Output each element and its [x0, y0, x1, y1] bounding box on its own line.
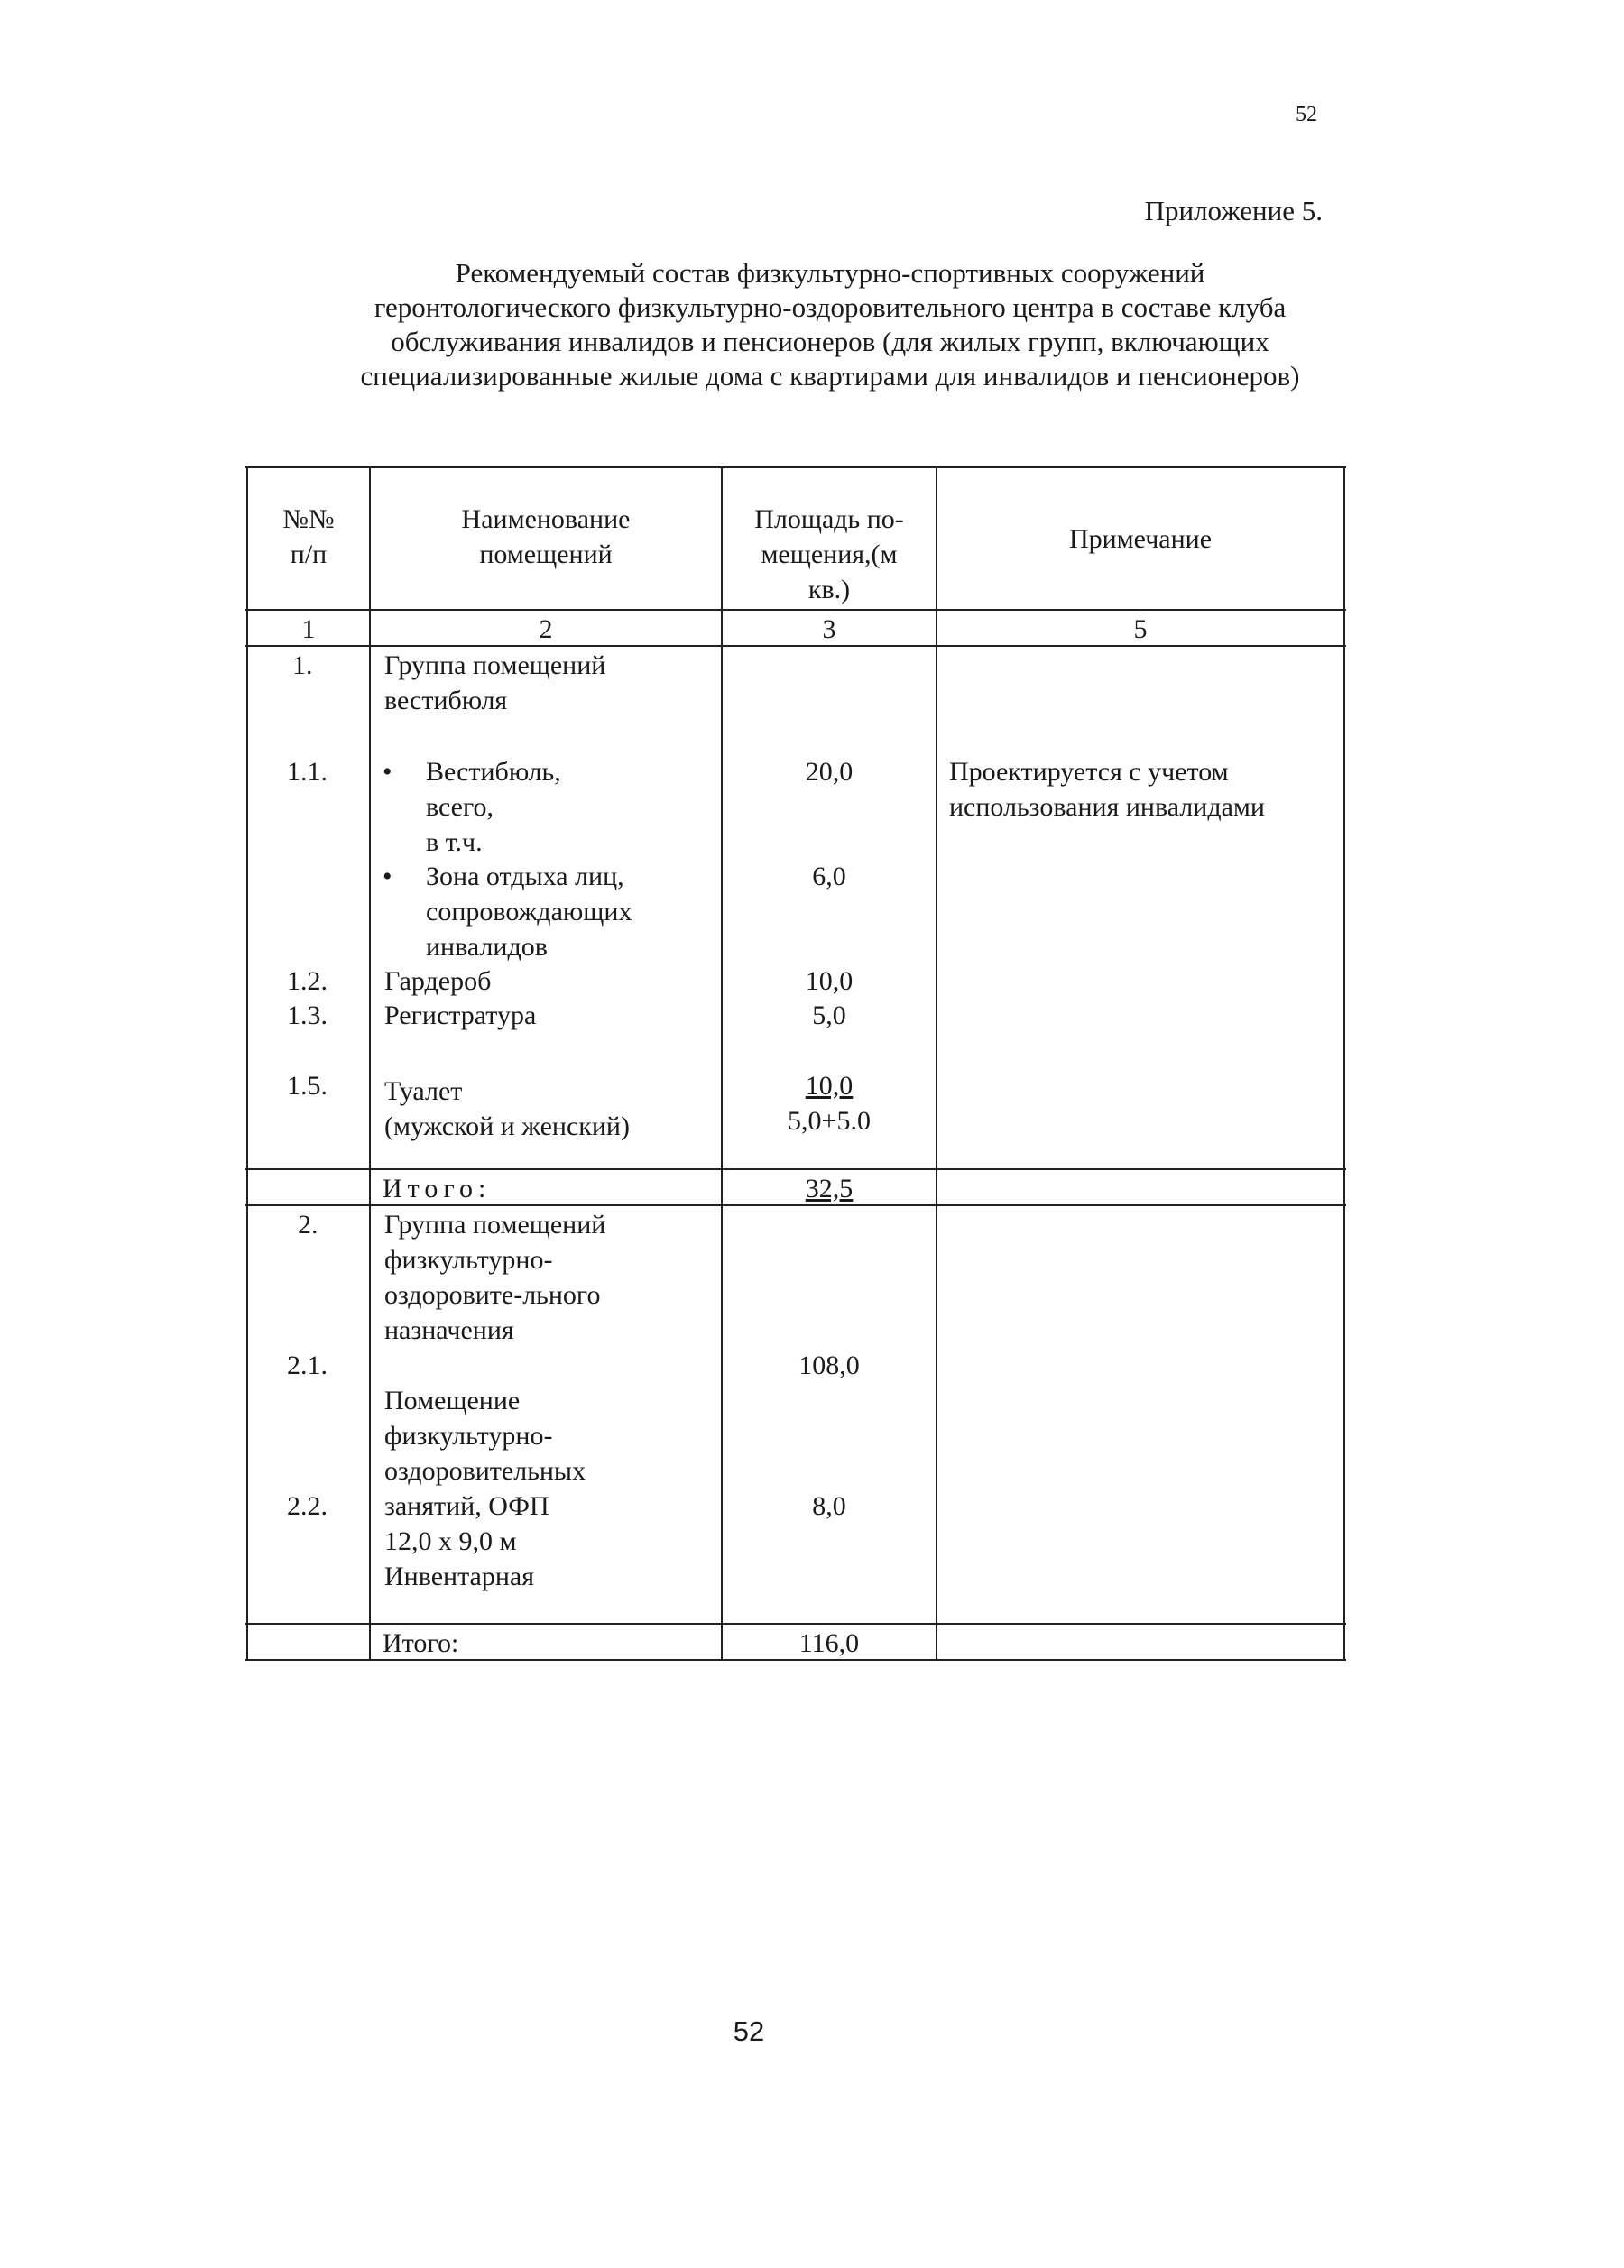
document-title — [271, 256, 1389, 393]
group-2-num: 2. — [298, 1210, 318, 1240]
row-1-5-name: Туалет (мужской и женский) — [384, 1076, 630, 1141]
group-1-num: 1. — [292, 650, 313, 680]
group-2-total-label: Итого: — [383, 1628, 459, 1658]
col-number-2: 2 — [539, 614, 553, 644]
header-name: Наименование помещений — [461, 504, 631, 569]
row-1-2-name: Гардероб — [384, 966, 492, 996]
row-1-5-area: 10,0 5,0+5.0 — [788, 1071, 871, 1136]
row-1-1-note: Проектируется с учетом использования инвалидами — [949, 757, 1265, 822]
row-zone-name: • Зона отдыха лиц, сопровождающих инвалидов — [379, 859, 632, 964]
page-number-top: 52 — [1296, 103, 1317, 126]
page-number-bottom: 52 — [733, 2015, 765, 2047]
title-line: Рекомендуемый состав физкультурно-спортивных сооружений — [455, 257, 1205, 289]
title-line: специализированные жилые дома с квартирами для инвалидов и пенсионеров) — [360, 360, 1300, 392]
row-1-3-name: Регистратура — [384, 1000, 537, 1030]
bullet-icon: • — [383, 757, 392, 787]
row-2-1-num: 2.1. — [287, 1351, 328, 1380]
row-1-3-area: 5,0 — [812, 1000, 846, 1030]
group-1-total-label: Итого: — [383, 1174, 492, 1203]
header-area: Площадь по- мещения,(м кв.) — [754, 504, 904, 604]
header-num: №№ п/п — [282, 504, 335, 569]
row-1-1-name: • Вестибюль, всего, в т.ч. — [379, 754, 561, 860]
group-1-total-value: 32,5 — [805, 1174, 854, 1203]
row-1-5-num: 1.5. — [287, 1071, 328, 1101]
col-number-5: 5 — [1133, 614, 1148, 644]
col-number-3: 3 — [822, 614, 836, 644]
appendix-label: Приложение 5. — [1144, 195, 1323, 226]
row-2-1-area: 108,0 — [798, 1351, 860, 1380]
row-1-2-area: 10,0 — [805, 966, 854, 996]
row-1-3-num: 1.3. — [287, 1000, 328, 1030]
bullet-icon: • — [383, 862, 392, 891]
row-2-2-name: Инвентарная — [384, 1562, 535, 1591]
title-line: обслуживания инвалидов и пенсионеров (для жилых групп, включающих — [391, 326, 1269, 357]
title-line: геронтологического физкультурно-оздоровительного центра в составе клуба — [374, 291, 1287, 323]
row-2-2-area: 8,0 — [812, 1491, 846, 1521]
row-1-1-num: 1.1. — [287, 757, 328, 787]
row-zone-area: 6,0 — [812, 862, 846, 891]
group-1-name: Группа помещений вестибюля — [384, 650, 606, 715]
group-2-name: Группа помещений физкультурно- оздоровите-льного назначения — [384, 1210, 606, 1345]
row-2-2-num: 2.2. — [287, 1491, 328, 1521]
row-1-1-area: 20,0 — [805, 757, 854, 787]
row-1-2-num: 1.2. — [287, 966, 328, 996]
row-2-1-name: Помещение физкультурно- оздоровительных занятий, ОФП 12,0 х 9,0 м — [384, 1386, 586, 1556]
col-number-1: 1 — [301, 614, 316, 644]
header-note: Примечание — [1068, 524, 1213, 554]
group-2-total-value: 116,0 — [798, 1628, 860, 1658]
